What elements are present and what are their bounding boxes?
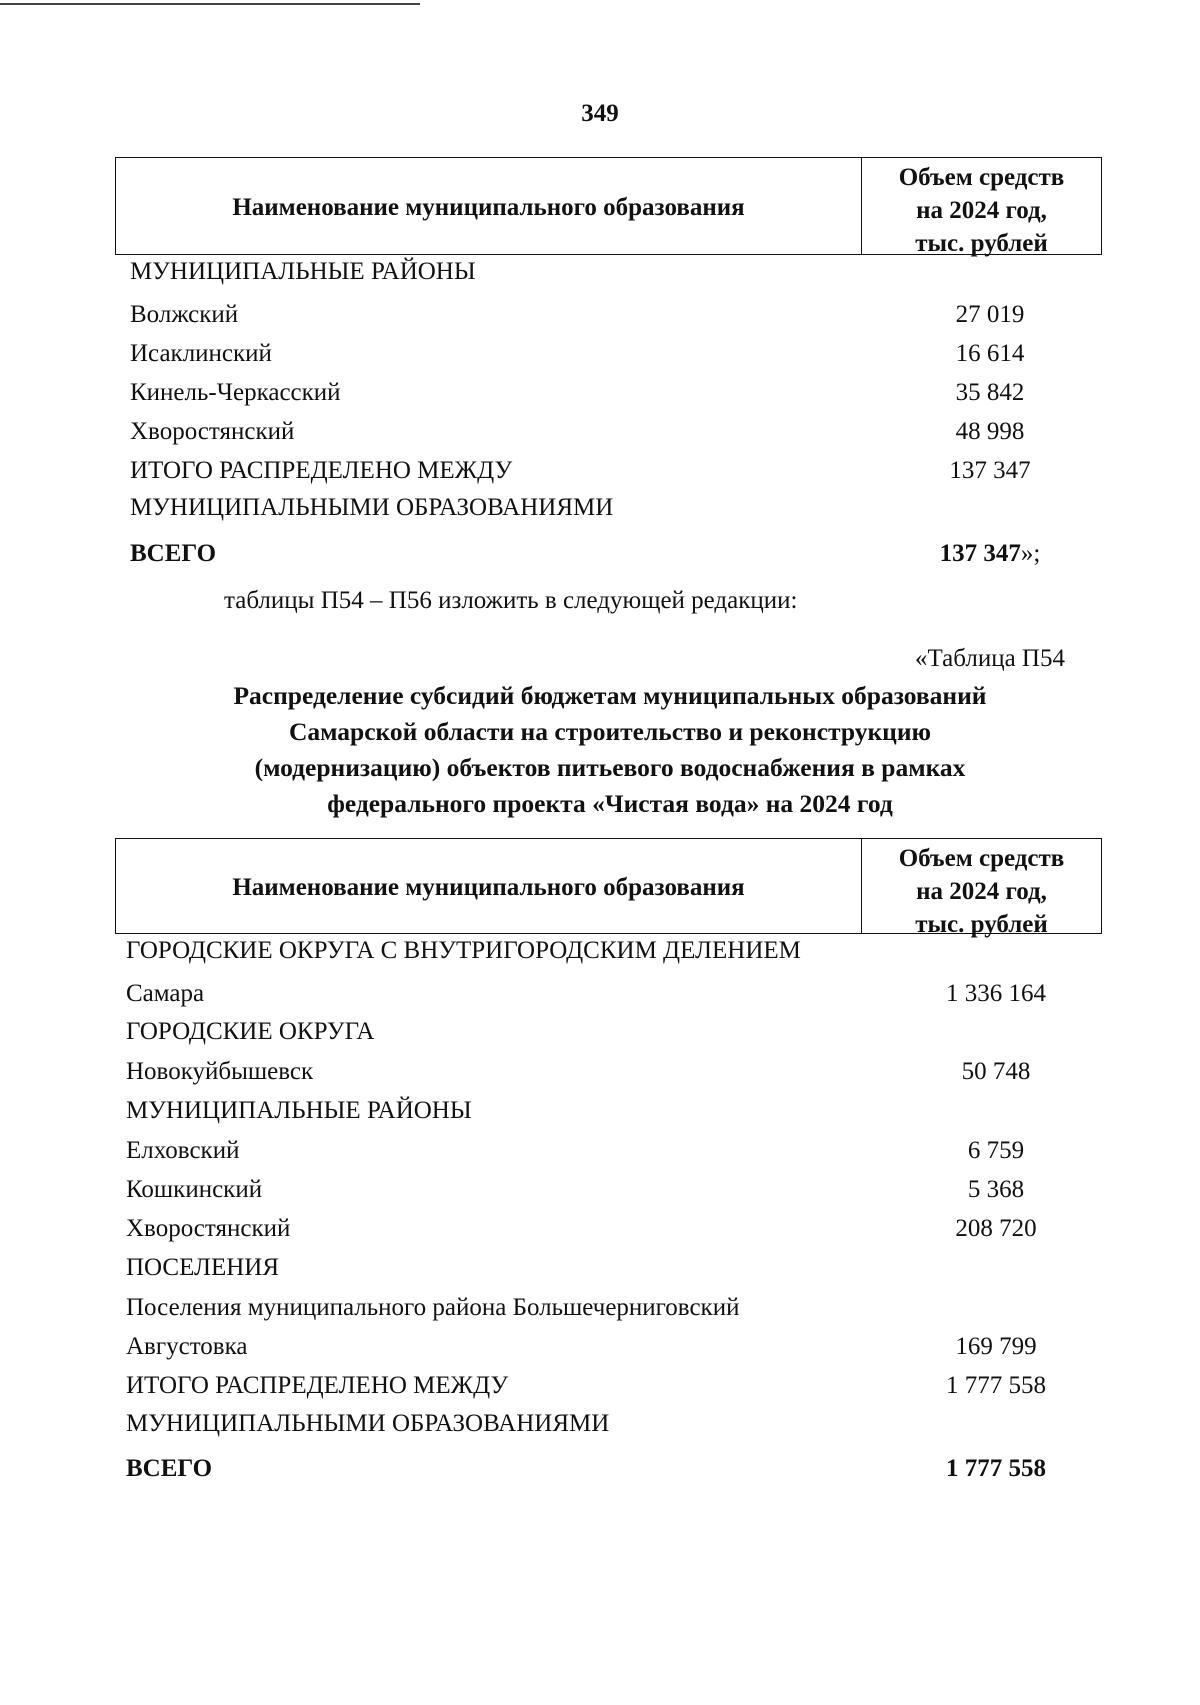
- table-row: [126, 1137, 1086, 1173]
- row-name: МУНИЦИПАЛЬНЫМИ ОБРАЗОВАНИЯМИ: [130, 494, 614, 521]
- table-row: [126, 1410, 1086, 1446]
- row-value: 35 842: [955, 379, 1025, 406]
- row-value: 1 336 164: [946, 980, 1046, 1007]
- row-name: Новокуйбышевск: [126, 1058, 314, 1085]
- table2-volume-column-header: Объем средств на 2024 год, тыс. рублей: [861, 839, 1101, 933]
- row-name: ГОРОДСКИЕ ОКРУГА С ВНУТРИГОРОДСКИМ ДЕЛЕНИЕМ: [126, 937, 801, 964]
- row-name: Кошкинский: [126, 1176, 263, 1203]
- row-value: 208 720: [955, 1215, 1037, 1242]
- table-row: [126, 1097, 1086, 1133]
- top-rule: [0, 3, 420, 5]
- table-row: [126, 1215, 1086, 1251]
- row-name: МУНИЦИПАЛЬНЫМИ ОБРАЗОВАНИЯМИ: [126, 1410, 610, 1437]
- table-row: [126, 1018, 1086, 1054]
- row-value: 1 777 558: [946, 1372, 1046, 1399]
- row-name: Волжский: [130, 301, 239, 328]
- total-label: ВСЕГО: [130, 540, 217, 567]
- total-suffix: »;: [1020, 540, 1041, 567]
- row-name: Поселения муниципального района Большечерниговский: [126, 1294, 740, 1321]
- table-row: [126, 1372, 1086, 1408]
- table-row: [126, 1058, 1086, 1094]
- row-name: Елховский: [126, 1137, 240, 1164]
- row-name: Августовка: [126, 1333, 248, 1360]
- total-label: ВСЕГО: [126, 1455, 213, 1482]
- row-value: 48 998: [955, 418, 1025, 445]
- table2-name-column-header: Наименование муниципального образования: [232, 874, 745, 901]
- row-name: Кинель-Черкасский: [130, 379, 341, 406]
- table-row: [130, 457, 1090, 493]
- table2-title: Распределение субсидий бюджетам муниципальных образований Самарской области на строительство и реконструкцию (модернизацию) объектов питьевого водоснабжения в рамках федерального проекта «Чистая вода» на 2024 год: [233, 681, 987, 818]
- total-value: 1 777 558: [946, 1455, 1046, 1482]
- row-name: Хворостянский: [126, 1215, 291, 1242]
- row-name: Исаклинский: [130, 340, 272, 367]
- table-row: [126, 980, 1086, 1016]
- row-value: 137 347: [949, 457, 1031, 484]
- table-row: [126, 1294, 1086, 1330]
- row-value: 5 368: [967, 1176, 1025, 1203]
- row-name: Хворостянский: [130, 418, 295, 445]
- table2-total-row: [126, 1455, 1086, 1491]
- row-name: ПОСЕЛЕНИЯ: [126, 1254, 280, 1281]
- table2-header: [115, 838, 1102, 938]
- table-row: [126, 1254, 1086, 1290]
- table-row: [130, 379, 1090, 415]
- row-name: ИТОГО РАСПРЕДЕЛЕНО МЕЖДУ: [126, 1372, 509, 1399]
- row-name: Самара: [126, 980, 205, 1007]
- row-name: ГОРОДСКИЕ ОКРУГА: [126, 1018, 375, 1045]
- row-value: 169 799: [955, 1333, 1037, 1360]
- table-row: [126, 937, 1086, 973]
- table-row: [130, 418, 1090, 454]
- row-value: 50 748: [961, 1058, 1031, 1085]
- table-row: [126, 1176, 1086, 1212]
- table1-header: [115, 157, 1102, 255]
- page-number: 349: [581, 100, 619, 127]
- row-value: 16 614: [955, 340, 1025, 367]
- table-row: [126, 1333, 1086, 1369]
- table-label: «Таблица П54: [915, 645, 1065, 672]
- table1-name-column-header: Наименование муниципального образования: [232, 194, 745, 221]
- table1-volume-column-header: Объем средств на 2024 год, тыс. рублей: [861, 158, 1101, 254]
- instruction-text: таблицы П54 – П56 изложить в следующей редакции:: [224, 587, 798, 614]
- row-name: ИТОГО РАСПРЕДЕЛЕНО МЕЖДУ: [130, 457, 513, 484]
- total-value: 137 347»;: [939, 540, 1041, 567]
- row-value: 27 019: [955, 301, 1025, 328]
- table-row: [130, 340, 1090, 376]
- row-name: МУНИЦИПАЛЬНЫЕ РАЙОНЫ: [130, 258, 476, 285]
- table-row: [130, 301, 1090, 337]
- table-row: [130, 258, 1090, 294]
- table1-total-row: [130, 540, 1090, 576]
- row-value: 6 759: [967, 1137, 1025, 1164]
- row-name: МУНИЦИПАЛЬНЫЕ РАЙОНЫ: [126, 1097, 472, 1124]
- table-row: [130, 494, 1090, 530]
